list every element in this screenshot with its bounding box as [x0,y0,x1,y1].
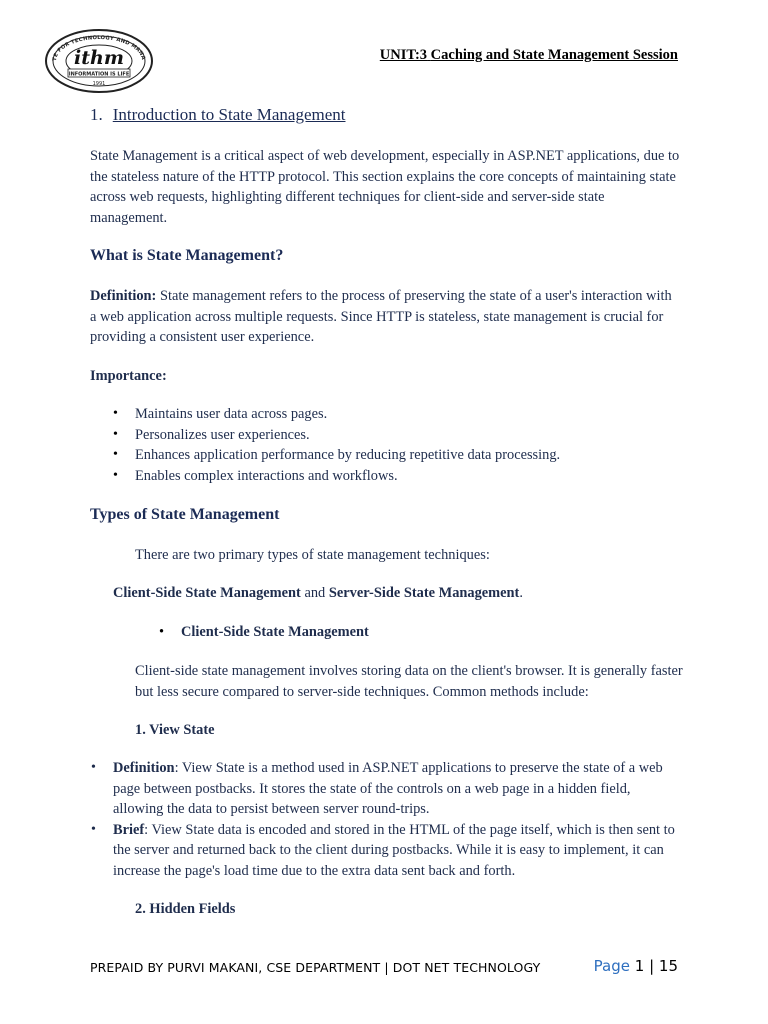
page-word: Page [593,957,630,975]
footer-credit: PREPAID BY PURVI MAKANI, CSE DEPARTMENT | DOT NET TECHNOLOGY [90,960,541,975]
bullet-icon: • [113,406,118,421]
client-side-subheading [159,622,369,643]
logo-ring-text: TE FOR TECHNOLOGY AND MANA [51,34,147,62]
definition-text: State management refers to the process of preserving the state of a user's interaction with a web application across multiple requests. Since HTTP is stateless, state management is crucial for providing a consistent user experience. [90,288,672,346]
period-text: . [519,585,523,601]
list-item [113,425,695,446]
section-title: Introduction to State Management [112,105,346,124]
list-item [113,404,695,425]
list-item-text: Personalizes user experiences. [135,426,310,443]
section-heading [90,105,346,125]
page-total: 15 [658,957,678,975]
logo-banner-text: INFORMATION IS LIFE [68,71,130,78]
logo-wordmark: ithm [74,47,124,69]
page-separator: | [649,957,655,975]
importance-label: Importance: [90,368,167,384]
bullet-icon: • [159,624,165,640]
bullet-icon: • [113,426,118,442]
client-side-subheading-text: Client-Side State Management [181,624,369,640]
bullet-icon: • [113,467,118,483]
bullet-icon: • [91,821,96,837]
list-item [113,466,695,487]
list-item [91,758,678,820]
section-number: 1. [90,105,103,124]
view-state-item-text: : View State is a method used in ASP.NET applications to preserve the state of a web page between postbacks. It stores the state of the controls on a web page in a hidden field, allowing the data to persist between server round-trips. [113,760,663,818]
page-number [594,957,678,975]
client-side-description: Client-side state management involves storing data on the client's browser. It is generally faster but less secure compared to server-side techniques. Common methods include: [135,663,683,700]
logo-seal-icon [44,28,154,94]
types-summary [113,583,523,604]
list-item-text: Enhances application performance by reducing repetitive data processing. [135,447,561,464]
list-item-text: Enables complex interactions and workflows. [135,467,398,484]
unit-title: Caching and State Management Session [430,47,678,63]
types-intro: There are two primary types of state management techniques: [135,547,490,563]
page-current: 1 [634,957,645,975]
view-state-item-label: Definition [113,760,175,776]
importance-list [113,404,695,486]
hidden-fields-heading: 2. Hidden Fields [135,901,236,917]
logo-year: 1991 [92,81,106,87]
unit-header [380,47,678,64]
view-state-item-label: Brief [113,821,145,838]
view-state-heading: 1. View State [135,722,215,738]
what-is-heading: What is State Management? [90,247,284,264]
intro-paragraph: State Management is a critical aspect of web development, especially in ASP.NET applications, due to the stateless nature of the HTTP protocol. This section explains the core concepts of maintaining state across web requests, highlighting different techniques for client-side and server-side state management. [90,148,680,226]
unit-label: UNIT:3 [379,47,428,63]
institute-logo [44,28,154,94]
bullet-icon: • [113,447,118,463]
bullet-icon: • [91,760,96,775]
types-heading: Types of State Management [90,506,280,523]
client-side-label: Client-Side State Management [113,585,301,601]
view-state-list [91,758,678,882]
and-text: and [300,585,329,601]
list-item [113,445,695,466]
view-state-item-text: : View State data is encoded and stored in the HTML of the page itself, which is then sent to the server and returned back to the client during postbacks. While it is easy to implement, it can increase the page's load time due to the extra data sent back and forth. [113,821,675,879]
definition-paragraph [90,286,680,348]
server-side-label: Server-Side State Management [328,585,520,601]
list-item [91,820,678,882]
definition-label: Definition: [90,288,157,304]
list-item-text: Maintains user data across pages. [135,406,328,422]
